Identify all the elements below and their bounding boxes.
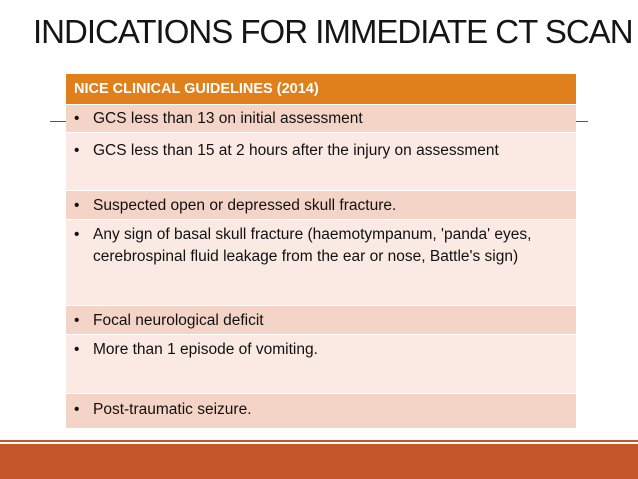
row-text: More than 1 episode of vomiting. xyxy=(93,341,318,358)
bullet-icon: • xyxy=(74,197,80,214)
slide-title: INDICATIONS FOR IMMEDIATE CT SCAN xyxy=(33,13,633,50)
table-row xyxy=(66,305,576,334)
bullet-icon: • xyxy=(74,341,80,358)
table-row xyxy=(66,393,576,428)
row-text: Post-traumatic seizure. xyxy=(93,401,252,418)
footer-bar xyxy=(0,444,638,479)
bullet-icon: • xyxy=(74,312,80,329)
bullet-icon: • xyxy=(74,226,80,243)
table-row xyxy=(66,190,576,219)
table-header-label: NICE CLINICAL GUIDELINES (2014) xyxy=(74,81,319,97)
table-row xyxy=(66,104,576,132)
table-row xyxy=(66,334,576,393)
bullet-icon: • xyxy=(74,401,80,418)
table-row xyxy=(66,132,576,190)
bullet-icon: • xyxy=(74,110,80,127)
footer-line xyxy=(0,440,638,442)
row-text: Suspected open or depressed skull fracture. xyxy=(93,197,397,214)
divider-right xyxy=(576,121,588,122)
guidelines-table xyxy=(66,74,576,428)
row-text: Any sign of basal skull fracture (haemotympanum, 'panda' eyes, cerebrospinal fluid leakage from the ear or nose, Battle's sign) xyxy=(93,226,532,265)
row-text: GCS less than 15 at 2 hours after the injury on assessment xyxy=(93,142,499,159)
row-text: GCS less than 13 on initial assessment xyxy=(93,110,363,127)
row-text: Focal neurological deficit xyxy=(93,312,264,329)
bullet-icon: • xyxy=(74,142,80,159)
divider-left xyxy=(50,121,66,122)
table-row xyxy=(66,219,576,305)
table-header xyxy=(66,74,576,104)
